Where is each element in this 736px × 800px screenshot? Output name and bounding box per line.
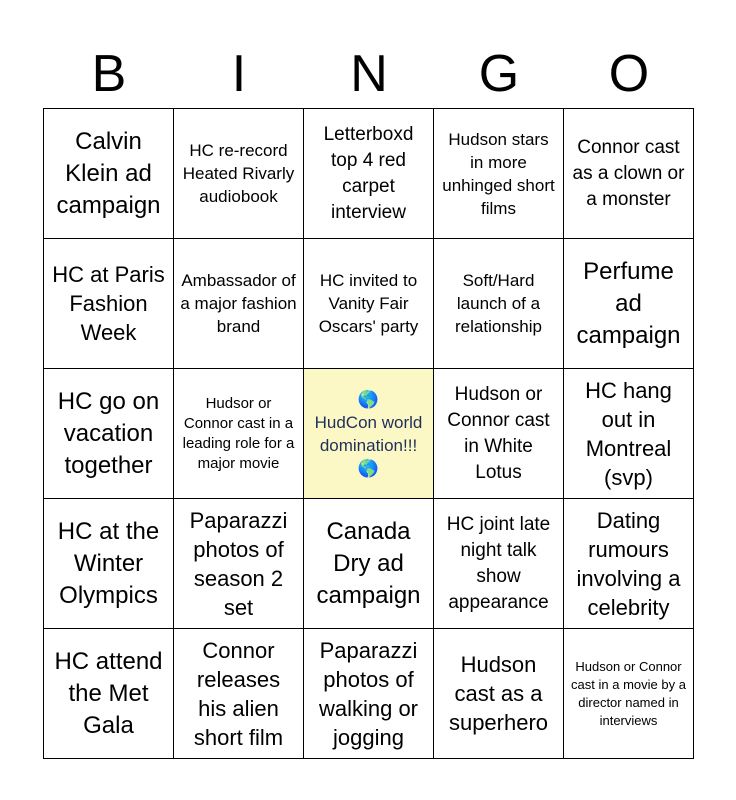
header-letter-n: N bbox=[350, 45, 388, 103]
bingo-cell-r5c1[interactable]: HC attend the Met Gala bbox=[44, 629, 174, 759]
bingo-cell-r2c2[interactable]: Ambassador of a major fashion brand bbox=[174, 239, 304, 369]
bingo-cell-r1c3[interactable]: Letterboxd top 4 red carpet interview bbox=[304, 109, 434, 239]
header-letter-g: G bbox=[478, 45, 520, 103]
header-letter-b: B bbox=[91, 45, 127, 103]
bingo-cell-r2c3[interactable]: HC invited to Vanity Fair Oscars' party bbox=[304, 239, 434, 369]
bingo-cell-r1c2[interactable]: HC re-record Heated Rivarly audiobook bbox=[174, 109, 304, 239]
bingo-cell-r1c4[interactable]: Hudson stars in more unhinged short films bbox=[434, 109, 564, 239]
bingo-cell-r3c2[interactable]: Hudsor or Connor cast in a leading role for a major movie bbox=[174, 369, 304, 499]
bingo-cell-r4c3[interactable]: Canada Dry ad campaign bbox=[304, 499, 434, 629]
bingo-cell-r4c1[interactable]: HC at the Winter Olympics bbox=[44, 499, 174, 629]
bingo-cell-r5c4[interactable]: Hudson cast as a superhero bbox=[434, 629, 564, 759]
bingo-cell-r1c5[interactable]: Connor cast as a clown or a monster bbox=[564, 109, 694, 239]
bingo-cell-r1c1[interactable]: Calvin Klein ad campaign bbox=[44, 109, 174, 239]
bingo-cell-r4c2[interactable]: Paparazzi photos of season 2 set bbox=[174, 499, 304, 629]
bingo-cell-r5c3[interactable]: Paparazzi photos of walking or jogging bbox=[304, 629, 434, 759]
bingo-cell-r2c4[interactable]: Soft/Hard launch of a relationship bbox=[434, 239, 564, 369]
bingo-cell-r2c5[interactable]: Perfume ad campaign bbox=[564, 239, 694, 369]
header-letter-o: O bbox=[608, 45, 650, 103]
bingo-cell-r3c4[interactable]: Hudson or Connor cast in White Lotus bbox=[434, 369, 564, 499]
bingo-cell-r5c5[interactable]: Hudson or Connor cast in a movie by a director named in interviews bbox=[564, 629, 694, 759]
bingo-board bbox=[43, 108, 694, 759]
bingo-header bbox=[44, 40, 694, 108]
bingo-cell-r4c5[interactable]: Dating rumours involving a celebrity bbox=[564, 499, 694, 629]
bingo-cell-r3c5[interactable]: HC hang out in Montreal (svp) bbox=[564, 369, 694, 499]
bingo-cell-r2c1[interactable]: HC at Paris Fashion Week bbox=[44, 239, 174, 369]
header-letter-i: I bbox=[231, 45, 247, 103]
bingo-cell-r4c4[interactable]: HC joint late night talk show appearance bbox=[434, 499, 564, 629]
bingo-cell-r5c2[interactable]: Connor releases his alien short film bbox=[174, 629, 304, 759]
free-space-cell[interactable]: 🌎 HudCon world domination!!! 🌎 bbox=[304, 369, 434, 499]
bingo-cell-r3c1[interactable]: HC go on vacation together bbox=[44, 369, 174, 499]
